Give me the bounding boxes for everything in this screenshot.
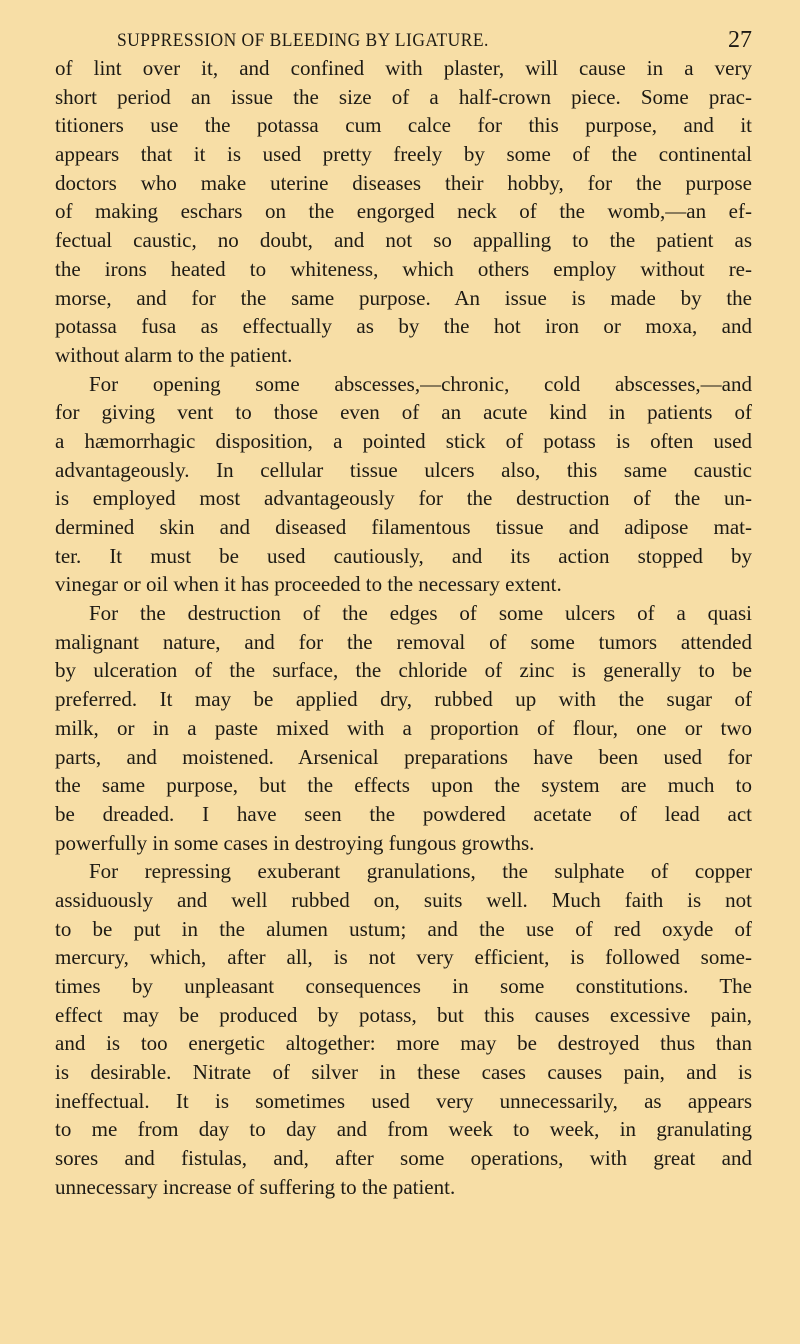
text-line: a hæmorrhagic disposition, a pointed stick of potass is often used xyxy=(55,428,752,453)
text-line: ineffectual. It is sometimes used very unnecessarily, as appears xyxy=(55,1088,752,1113)
running-title: SUPPRESSION OF BLEEDING BY LIGATURE. xyxy=(117,30,489,51)
text-line: assiduously and well rubbed on, suits well. Much faith is not xyxy=(55,887,752,912)
text-line: fectual caustic, no doubt, and not so appalling to the patient as xyxy=(55,228,752,253)
text-line: titioners use the potassa cum calce for this purpose, and it xyxy=(55,113,752,138)
text-line: and is too energetic altogether: more may be destroyed thus than xyxy=(55,1031,752,1056)
text-line: For repressing exuberant granulations, the sulphate of copper xyxy=(89,859,752,884)
text-line: be dreaded. I have seen the powdered acetate of lead act xyxy=(55,801,752,826)
text-line: short period an issue the size of a half-crown piece. Some prac- xyxy=(55,84,752,109)
text-line: malignant nature, and for the removal of some tumors attended xyxy=(55,629,752,654)
text-line: sores and fistulas, and, after some operations, with great and xyxy=(55,1146,752,1171)
text-line: mercury, which, after all, is not very efficient, is followed some- xyxy=(55,945,752,970)
text-line: ter. It must be used cautiously, and its action stopped by xyxy=(55,543,752,568)
text-line: by ulceration of the surface, the chloride of zinc is generally to be xyxy=(55,658,752,683)
body-text xyxy=(55,54,752,1202)
text-line: of lint over it, and confined with plaster, will cause in a very xyxy=(55,56,752,80)
text-line: effect may be produced by potass, but this causes excessive pain, xyxy=(55,1002,752,1027)
text-line: of making eschars on the engorged neck of the womb,—an ef- xyxy=(55,199,752,224)
text-line: is desirable. Nitrate of silver in these cases causes pain, and is xyxy=(55,1060,752,1085)
text-line: morse, and for the same purpose. An issue is made by the xyxy=(55,285,752,310)
text-line: the same purpose, but the effects upon the system are much to xyxy=(55,773,752,798)
text-line: preferred. It may be applied dry, rubbed up with the sugar of xyxy=(55,687,752,712)
text-line: For opening some abscesses,—chronic, cold abscesses,—and xyxy=(89,371,752,396)
text-line: vinegar or oil when it has proceeded to the necessary extent. xyxy=(55,572,562,597)
text-line: powerfully in some cases in destroying fungous growths. xyxy=(55,830,535,855)
text-line: without alarm to the patient. xyxy=(55,342,293,367)
text-line: appears that it is used pretty freely by some of the continental xyxy=(55,142,752,167)
page-number: 27 xyxy=(728,27,752,53)
text-line: advantageously. In cellular tissue ulcers also, this same caustic xyxy=(55,457,752,482)
text-line: parts, and moistened. Arsenical preparations have been used for xyxy=(55,744,752,769)
text-line: times by unpleasant consequences in some constitutions. The xyxy=(55,974,752,998)
text-line: is employed most advantageously for the destruction of the un- xyxy=(55,486,752,511)
page-header xyxy=(55,27,752,56)
text-line: the irons heated to whiteness, which others employ without re- xyxy=(55,256,752,281)
text-line: unnecessary increase of suffering to the patient. xyxy=(55,1174,456,1199)
text-line: For the destruction of the edges of some ulcers of a quasi xyxy=(89,601,752,626)
text-line: dermined skin and diseased filamentous tissue and adipose mat- xyxy=(55,515,752,539)
text-line: potassa fusa as effectually as by the hot iron or moxa, and xyxy=(55,314,752,339)
text-line: doctors who make uterine diseases their hobby, for the purpose xyxy=(55,170,752,195)
text-line: milk, or in a paste mixed with a proportion of flour, one or two xyxy=(55,715,752,740)
text-line: for giving vent to those even of an acute kind in patients of xyxy=(55,400,752,425)
text-line: to me from day to day and from week to week, in granulating xyxy=(55,1117,752,1142)
text-line: to be put in the alumen ustum; and the use of red oxyde of xyxy=(55,916,752,941)
